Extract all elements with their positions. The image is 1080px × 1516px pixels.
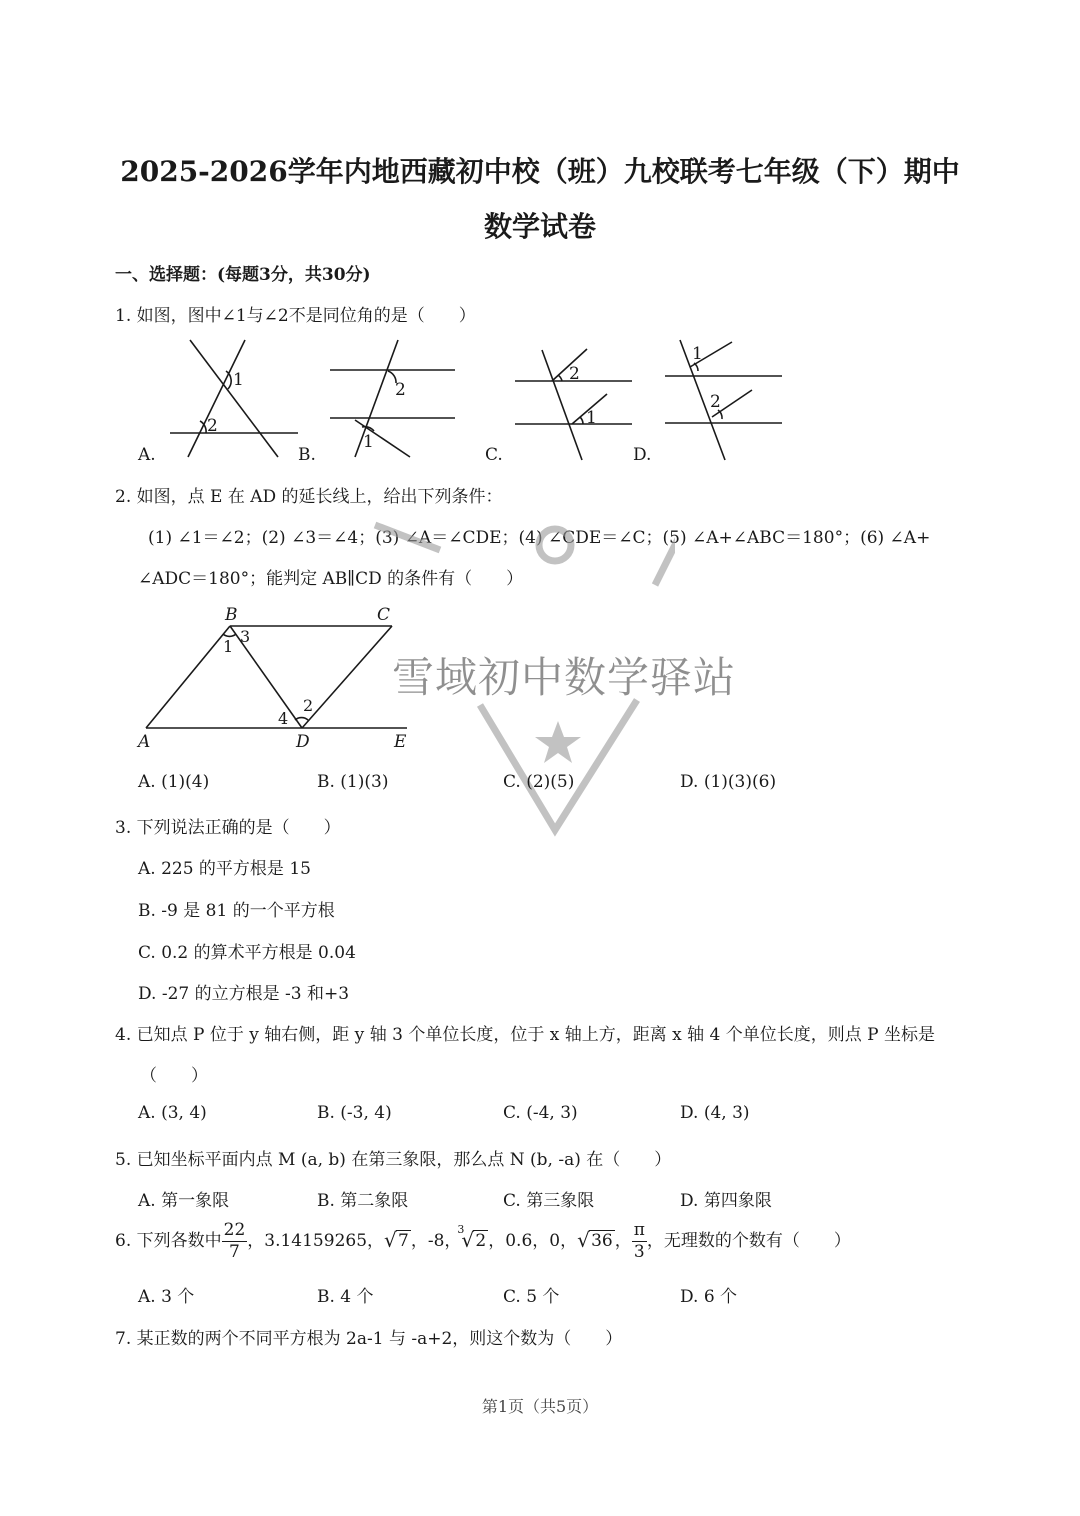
question-1-stem: 1. 如图，图中∠1与∠2不是同位角的是（ ）: [115, 306, 476, 326]
fig2-point-e: E: [394, 732, 407, 752]
fig-b-line: [355, 340, 398, 457]
q5-option-a: A. 第一象限: [138, 1191, 230, 1211]
radical-sign: √: [384, 1228, 397, 1252]
question-1-figures: [130, 335, 810, 465]
q4-option-a: A. (3, 4): [138, 1103, 207, 1123]
watermark-text: 雪域初中数学驿站: [392, 653, 737, 702]
q6-option-d: D. 6 个: [680, 1287, 738, 1307]
fig2-segment-ab: [146, 626, 230, 728]
fig-a-line: [190, 340, 278, 457]
fig-c-label-2: 2: [569, 364, 580, 384]
q4-option-b: B. (-3, 4): [317, 1103, 392, 1123]
q6-cbrt-2: [457, 1223, 488, 1252]
watermark-stroke: [375, 525, 440, 550]
fig-a-label-2: 2: [207, 416, 218, 436]
q6-fraction-pi-3: [632, 1222, 647, 1261]
q6-cbrt-radicand: 2: [475, 1231, 487, 1251]
q6-fraction-22-7: [222, 1222, 248, 1261]
exam-title-line2: 数学试卷: [483, 210, 596, 243]
fig-c-arc: [580, 417, 583, 424]
q5-option-b: B. 第二象限: [317, 1191, 409, 1211]
section-heading: 一、选择题：(每题3分，共30分): [115, 265, 371, 285]
q6-option-c: C. 5 个: [503, 1287, 560, 1307]
question-2-conditions-line2: ∠ADC＝180°；能判定 AB∥CD 的条件有（ ）: [138, 569, 524, 589]
radical-sign: √: [461, 1228, 475, 1252]
fig2-point-a: A: [138, 732, 151, 752]
question-2-figure: [130, 600, 430, 755]
watermark-chevron: [480, 700, 637, 830]
q4-option-d: D. (4, 3): [680, 1103, 750, 1123]
question-6-stem: [115, 1222, 851, 1261]
question-3-stem: 3. 下列说法正确的是（ ）: [115, 818, 341, 838]
q6-sqrt-36: [577, 1228, 615, 1252]
q2-option-d: D. (1)(3)(6): [680, 772, 777, 792]
q6-sqrt-7: [384, 1228, 411, 1252]
fig-a-line: [188, 340, 245, 457]
q5-option-d: D. 第四象限: [680, 1191, 772, 1211]
q1-option-a: A.: [138, 445, 156, 465]
question-2-stem: 2. 如图，点 E 在 AD 的延长线上，给出下列条件：: [115, 487, 503, 507]
radical-sign: √: [577, 1228, 590, 1252]
q6-option-b: B. 4 个: [317, 1287, 374, 1307]
fig-c-arc: [558, 375, 562, 381]
fig2-point-c: C: [377, 605, 391, 625]
question-4-stem: 4. 已知点 P 位于 y 轴右侧，距 y 轴 3 个单位长度，位于 x 轴上方，距离 x 轴 4 个单位长度，则点 P 坐标是: [115, 1025, 935, 1045]
q6-frac2-denominator: 3: [633, 1242, 645, 1262]
question-5-stem: 5. 已知坐标平面内点 M (a, b) 在第三象限，那么点 N (b, -a) 在（ ）: [115, 1150, 672, 1170]
q3-option-d: D. -27 的立方根是 -3 和+3: [138, 984, 350, 1004]
q6-suffix: ，无理数的个数有（ ）: [646, 1231, 851, 1251]
q6-cbrt-index: 3: [457, 1223, 465, 1236]
fig-c-label-1: 1: [586, 408, 597, 428]
q6-frac1-denominator: 7: [229, 1242, 240, 1262]
watermark-circle: [539, 529, 571, 561]
fig2-point-b: B: [225, 605, 238, 625]
q1-option-b: B.: [298, 445, 316, 465]
q6-part3: ，0.6，0，: [488, 1231, 578, 1251]
question-4-paren: （ ）: [140, 1066, 208, 1086]
fig-a-label-1: 1: [233, 370, 244, 390]
q6-part1: ，3.14159265，: [247, 1231, 385, 1251]
q6-frac2-numerator: π: [633, 1220, 645, 1240]
q5-option-c: C. 第三象限: [503, 1191, 595, 1211]
watermark-star: [535, 721, 581, 763]
q6-option-a: A. 3 个: [138, 1287, 195, 1307]
q3-option-a: A. 225 的平方根是 15: [138, 859, 311, 879]
q6-frac1-numerator: 22: [223, 1220, 246, 1240]
fig2-angle-2: 2: [303, 696, 314, 715]
watermark-stroke: [655, 525, 675, 585]
q6-part4: ，: [614, 1231, 632, 1251]
q6-sqrt1-radicand: 7: [398, 1231, 409, 1251]
q3-option-c: C. 0.2 的算术平方根是 0.04: [138, 943, 356, 963]
fig-a-arc: [226, 371, 231, 389]
q6-part2: ，-8，: [410, 1231, 462, 1251]
q1-option-c: C.: [485, 445, 503, 465]
page-footer: 第1页（共5页）: [481, 1397, 599, 1416]
q6-prefix: 6. 下列各数中: [115, 1231, 222, 1251]
q4-option-c: C. (-4, 3): [503, 1103, 578, 1123]
fig-b-label-2: 2: [395, 380, 406, 400]
fig-d-label-1: 1: [692, 344, 703, 364]
q3-option-b: B. -9 是 81 的一个平方根: [138, 901, 335, 921]
exam-title-line1: 2025-2026学年内地西藏初中校（班）九校联考七年级（下）期中: [120, 155, 960, 188]
q2-option-b: B. (1)(3): [317, 772, 389, 792]
question-2-conditions-line1: (1) ∠1＝∠2；(2) ∠3＝∠4；(3) ∠A＝∠CDE；(4) ∠CDE＝∠C；(5) ∠A+∠ABC＝180°；(6) ∠A+: [148, 528, 931, 548]
question-7-stem: 7. 某正数的两个不同平方根为 2a-1 与 -a+2，则这个数为（ ）: [115, 1329, 623, 1349]
fig-d-arc: [694, 363, 698, 371]
fig2-point-d: D: [296, 732, 310, 752]
fig2-segment-cd: [302, 626, 392, 728]
fig2-angle-1: 1: [223, 637, 234, 656]
fig-b-label-1: 1: [363, 432, 374, 452]
q6-sqrt2-radicand: 36: [591, 1231, 613, 1251]
fig-d-label-2: 2: [710, 392, 721, 412]
q1-option-d: D.: [633, 445, 652, 465]
q2-option-c: C. (2)(5): [503, 772, 575, 792]
fig2-angle-4: 4: [278, 709, 289, 728]
q2-option-a: A. (1)(4): [138, 772, 210, 792]
fig2-angle-3: 3: [240, 627, 251, 646]
